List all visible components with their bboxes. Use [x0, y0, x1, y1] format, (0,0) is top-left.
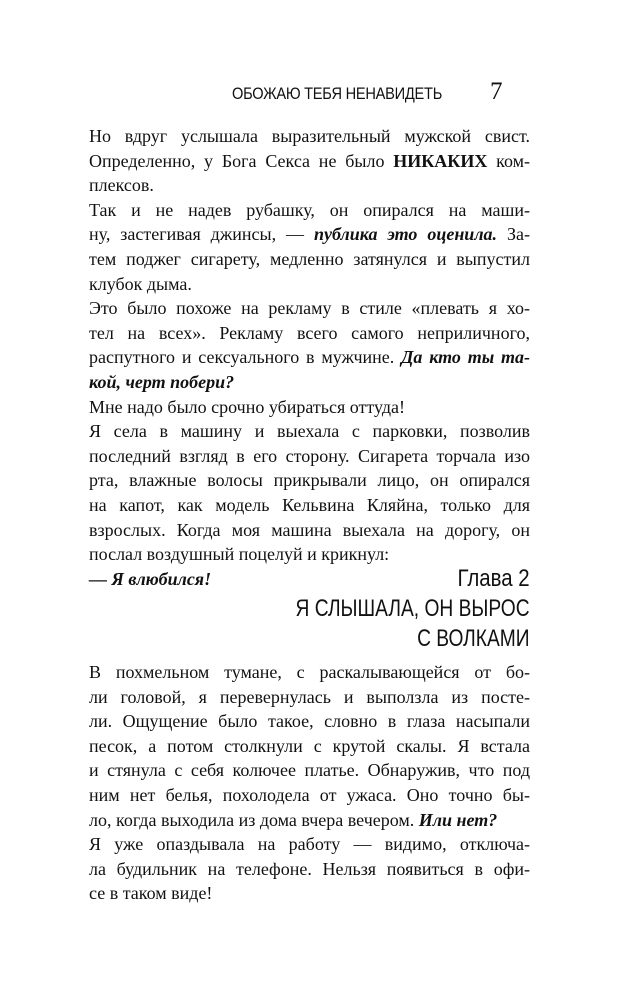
body-text-after-chapter [89, 660, 530, 906]
paragraph: Я села в машину и выехала с парковки, позволив последний взгляд в его сторону. Сигарета торчала изо рта, влажные волосы прикрывали лицо, он опирался на капот, как модель Кельвина Кляйна, только для взрослых. Когда моя машина выехала на дорогу, он послал воздушный поцелуй и крикнул: [89, 421, 530, 565]
chapter-title-line-2: С ВОЛКАМИ [417, 625, 530, 652]
paragraph: Мне надо было срочно убираться оттуда! [89, 396, 406, 417]
running-header [0, 78, 619, 112]
paragraph: Но вдруг услышала выразительный мужской свист. Определенно, у Бога Секса не было НИКАКИХ ком- плексов. [89, 126, 530, 196]
paragraph: — Я влюбился! [89, 568, 212, 589]
paragraph: Это было похоже на рекламу в стиле «плевать я хо- тел на всех». Рекламу всего самого неприличного, распутного и сексуального в мужчине. Да кто ты та- кой, черт побери? [89, 298, 530, 392]
paragraph: В похмельном тумане, с раскалывающейся от бо- ли головой, я перевернулась и выползла из посте- ли. Ощущение было такое, словно в глаза насыпали песок, а потом столкнули с крутой скалы. Я встала и стянула с себя колючее платье. Обнаружив, что под ним нет белья, похолодела от ужаса. Оно точно бы- ло, когда выходила из дома вчера вечером. Или нет? [89, 662, 530, 830]
page-number: 7 [490, 78, 503, 105]
chapter-title-line-1: Я СЛЫШАЛА, ОН ВЫРОС [295, 595, 530, 622]
book-title: ОБОЖАЮ ТЕБЯ НЕНАВИДЕТЬ [232, 84, 443, 103]
chapter-number: Глава 2 [457, 565, 530, 592]
paragraph: Я уже опаздывала на работу — видимо, отключа- ла будильник на телефоне. Нельзя появиться в офи- се в таком виде! [89, 834, 530, 904]
paragraph: Так и не надев рубашку, он опирался на маши- ну, застегивая джинсы, — публика это оценила. За- тем поджег сигарету, медленно затянулся и выпустил клубок дыма. [89, 199, 530, 294]
chapter-heading [237, 564, 530, 654]
body-text-before-chapter [89, 124, 530, 591]
